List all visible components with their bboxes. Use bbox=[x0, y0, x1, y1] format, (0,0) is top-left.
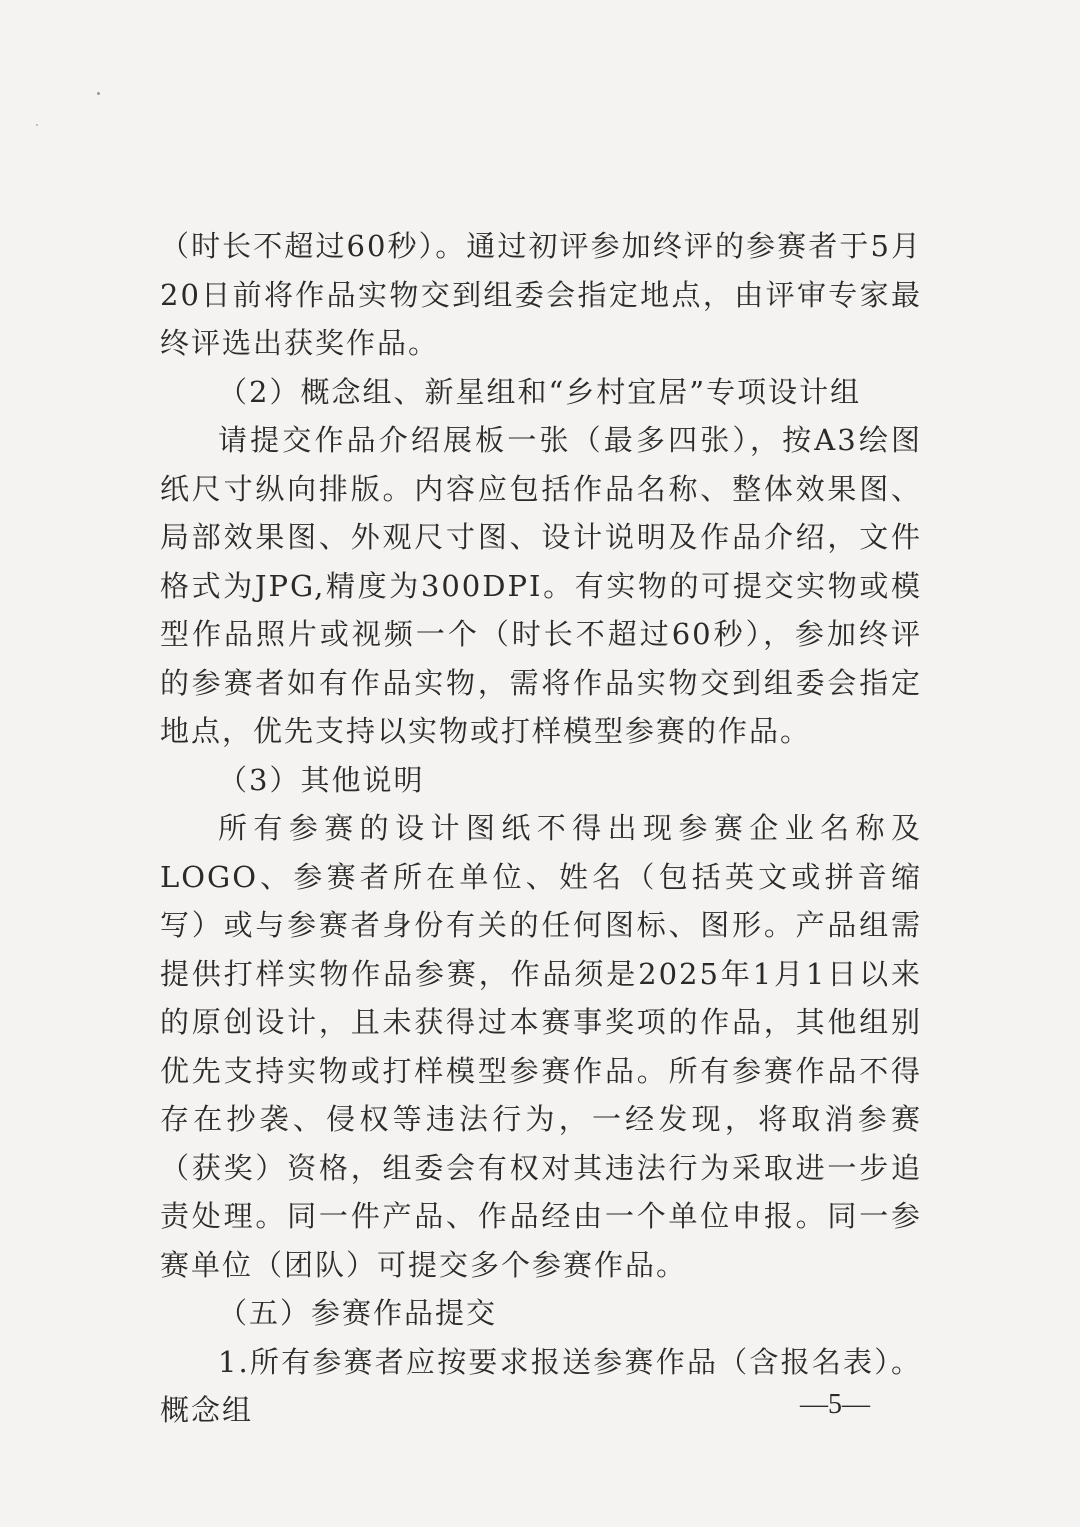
paragraph-concept-group-requirements: 请提交作品介绍展板一张（最多四张），按A3绘图纸尺寸纵向排版。内容应包括作品名称、整体效果图、局部效果图、外观尺寸图、设计说明及作品介绍，文件格式为JPG,精度为300DPI。有实物的可提交实物或模型作品照片或视频一个（时长不超过60秒），参加终评的参赛者如有作品实物，需将作品实物交到组委会指定地点，优先支持以实物或打样模型参赛的作品。 bbox=[160, 423, 922, 748]
section-heading-submission: （五）参赛作品提交 bbox=[218, 1296, 498, 1330]
paragraph-other-notes: 所有参赛的设计图纸不得出现参赛企业名称及LOGO、参赛者所在单位、姓名（包括英文或拼音缩写）或与参赛者身份有关的任何图标、图形。产品组需提供打样实物作品参赛，作品须是2025年1月1日以来的原创设计，且未获得过本赛事奖项的作品，其他组别优先支持实物或打样模型参赛作品。所有参赛作品不得存在抄袭、侵权等违法行为，一经发现，将取消参赛（获奖）资格，组委会有权对其违法行为采取进一步追责处理。同一件产品、作品经由一个单位申报。同一参赛单位（团队）可提交多个参赛作品。 bbox=[160, 811, 922, 1282]
page-number: —5— bbox=[800, 1389, 870, 1420]
scan-speck bbox=[36, 124, 38, 126]
document-body bbox=[160, 222, 922, 1435]
section-heading-concept-group: （2）概念组、新星组和“乡村宜居”专项设计组 bbox=[218, 374, 862, 409]
scan-speck bbox=[97, 92, 100, 95]
paragraph-submission-1: 1.所有参赛者应按要求报送参赛作品（含报名表）。概念组 bbox=[160, 1344, 922, 1427]
section-heading-other-notes: （3）其他说明 bbox=[218, 762, 425, 797]
paragraph-continuation: （时长不超过60秒）。通过初评参加终评的参赛者于5月20日前将作品实物交到组委会指定地点，由评审专家最终评选出获奖作品。 bbox=[160, 229, 922, 360]
